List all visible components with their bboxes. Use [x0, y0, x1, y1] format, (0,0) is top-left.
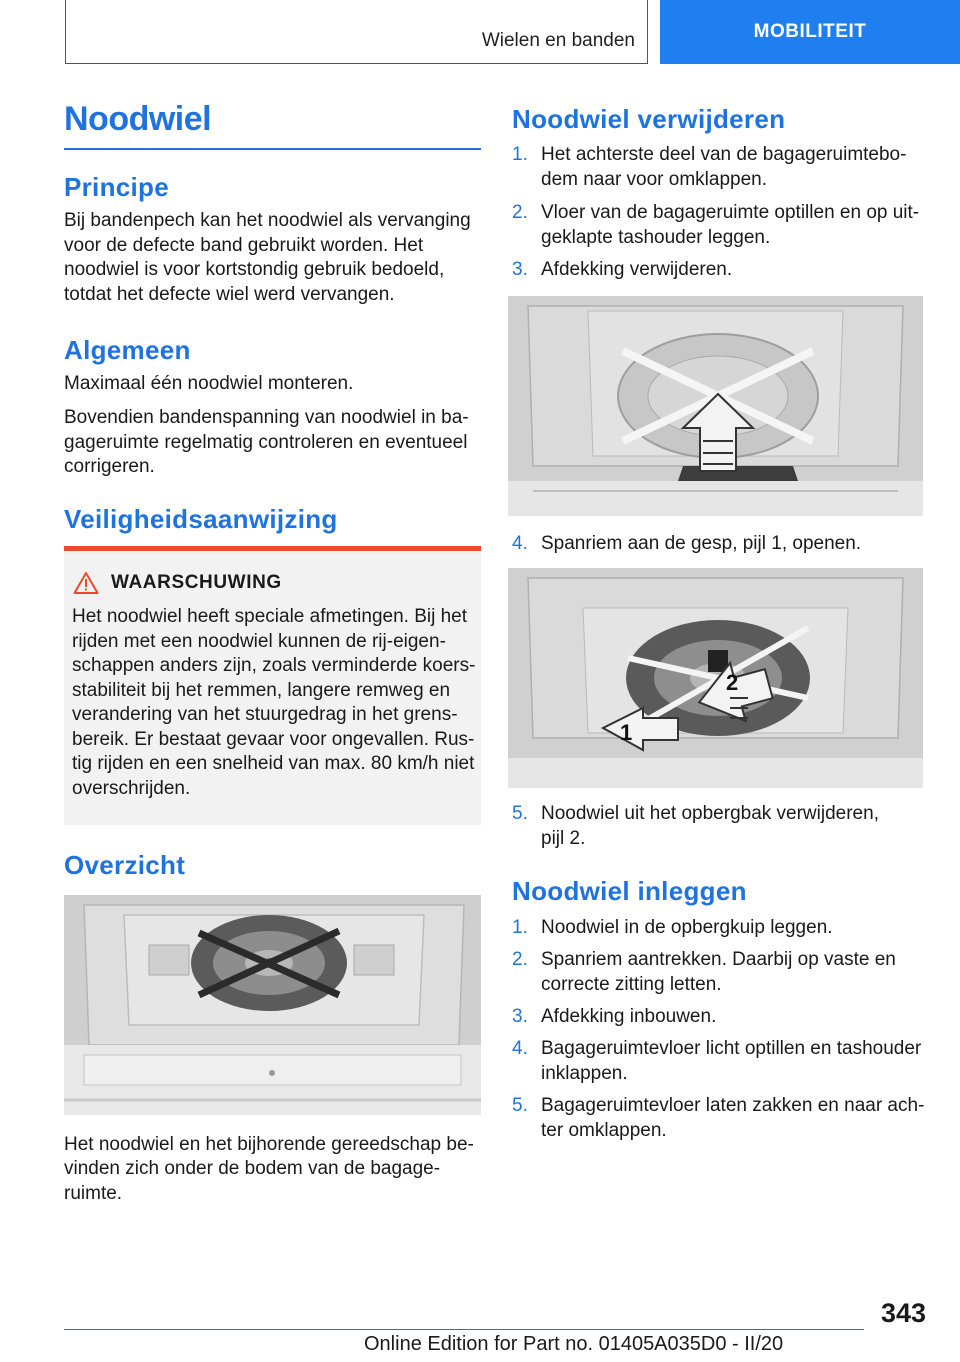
warning-line: bereik. Er bestaat gevaar voor ongevallen. Rus- — [72, 729, 475, 750]
step-text: Noodwiel in de opbergkuip leggen. — [541, 917, 833, 938]
overzicht-line: vinden zich onder de bodem van de bagage- — [64, 1158, 441, 1179]
step-text: Bagageruimtevloer licht optillen en tashouder inklappen. — [541, 1038, 922, 1084]
step-text: Afdekking inbouwen. — [541, 1006, 717, 1027]
install-step — [512, 948, 932, 998]
header-section-title: Wielen en banden — [481, 30, 635, 51]
heading-veiligheid: Veiligheidsaanwijzing — [64, 504, 338, 534]
heading-algemeen: Algemeen — [64, 335, 191, 365]
install-step — [512, 1005, 932, 1031]
heading-verwijderen: Noodwiel verwijderen — [512, 104, 786, 134]
trunk-cover-illustration — [508, 296, 923, 516]
install-step — [512, 916, 932, 942]
step-number: 5. — [512, 1095, 528, 1116]
trunk-overview-illustration — [64, 895, 481, 1115]
step-number: 1. — [512, 144, 528, 165]
warning-line: tig rijden en een snelheid van max. 80 km/h niet — [72, 753, 475, 774]
warning-line: verandering van het stuurgedrag in het grens- — [72, 704, 458, 725]
step-number: 3. — [512, 259, 528, 280]
step-text: Noodwiel uit het opbergbak verwijderen, pijl 2. — [541, 803, 879, 849]
spare-wheel-arrows-illustration — [508, 568, 923, 788]
step-number: 2. — [512, 949, 528, 970]
principe-line: totdat het defecte wiel werd vervangen. — [64, 284, 395, 305]
warning-line: overschrijden. — [72, 778, 191, 799]
remove-step — [512, 201, 932, 251]
footer-edition: Online Edition for Part no. 01405A035D0 - II/20 — [364, 1333, 784, 1355]
algemeen-line: corrigeren. — [64, 456, 155, 477]
algemeen-line: gageruimte regelmatig controleren en eventueel — [64, 432, 468, 453]
algemeen-line: Maximaal één noodwiel monteren. — [64, 373, 354, 394]
remove-step — [512, 258, 932, 284]
warning-title: WAARSCHUWING — [111, 572, 282, 593]
heading-principe: Principe — [64, 172, 169, 202]
step-text: Spanriem aantrekken. Daarbij op vaste en correcte zitting letten. — [541, 949, 896, 995]
chapter-label: MOBILITEIT — [753, 21, 867, 42]
principe-line: Bij bandenpech kan het noodwiel als vervanging — [64, 210, 471, 231]
overzicht-line: Het noodwiel en het bijhorende gereedschap be- — [64, 1134, 474, 1155]
step-text: Bagageruimtevloer laten zakken en naar ach- ter omklappen. — [541, 1095, 925, 1141]
warning-line: schappen anders zijn, zoals verminderde koers- — [72, 655, 476, 676]
remove-step — [512, 802, 932, 852]
step-text: Het achterste deel van de bagageruimtebo- dem naar voor omklappen. — [541, 144, 907, 190]
warning-line: stabiliteit bij het remmen, langere remweg en — [72, 680, 451, 701]
arrow-label-2: 2 — [726, 670, 739, 695]
warning-line: rijden met een noodwiel kunnen de rij-eigen- — [72, 631, 446, 652]
algemeen-line: Bovendien bandenspanning van noodwiel in ba- — [64, 407, 469, 428]
remove-step — [512, 532, 932, 558]
step-text: Vloer van de bagageruimte optillen en op uit- geklapte tashouder leggen. — [541, 202, 920, 248]
title-rule — [64, 148, 481, 150]
install-step — [512, 1037, 932, 1087]
step-number: 5. — [512, 803, 528, 824]
step-number: 3. — [512, 1006, 528, 1027]
overzicht-line: ruimte. — [64, 1183, 123, 1204]
page-number: 343 — [880, 1298, 926, 1328]
warning-line: Het noodwiel heeft speciale afmetingen. Bij het — [72, 606, 468, 627]
remove-step — [512, 143, 932, 193]
page-title: Noodwiel — [64, 100, 212, 138]
heading-overzicht: Overzicht — [64, 850, 186, 880]
principe-line: noodwiel is voor kortstondig gebruik bedoeld, — [64, 259, 445, 280]
warning-triangle-icon — [73, 571, 99, 595]
step-text: Afdekking verwijderen. — [541, 259, 733, 280]
principe-line: voor de defecte band gebruikt worden. Het — [64, 235, 424, 256]
footer-rule — [64, 1329, 864, 1330]
step-number: 4. — [512, 1038, 528, 1059]
heading-inleggen: Noodwiel inleggen — [512, 876, 747, 906]
step-text: Spanriem aan de gesp, pijl 1, openen. — [541, 533, 862, 554]
step-number: 4. — [512, 533, 528, 554]
step-number: 1. — [512, 917, 528, 938]
header-chapter-tab[interactable] — [660, 0, 960, 64]
step-number: 2. — [512, 202, 528, 223]
install-step — [512, 1094, 932, 1144]
arrow-label-1: 1 — [620, 720, 633, 745]
